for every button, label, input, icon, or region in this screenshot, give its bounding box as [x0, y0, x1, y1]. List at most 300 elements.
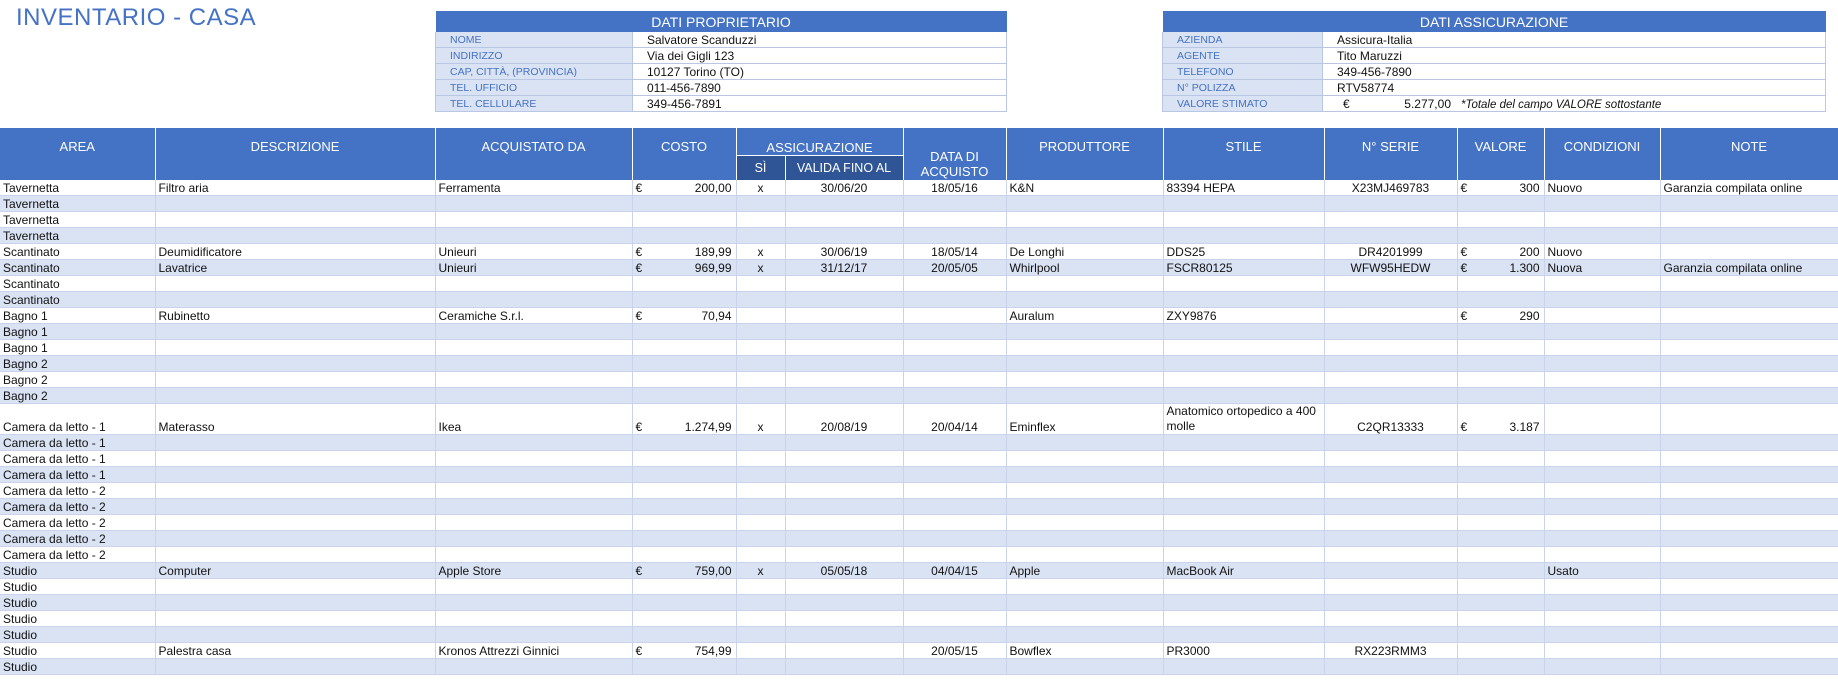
cell-data-acquisto[interactable]: [903, 292, 1006, 308]
cell-note[interactable]: [1660, 244, 1838, 260]
cell-valida-fino-al[interactable]: [785, 276, 903, 292]
cell-note[interactable]: [1660, 404, 1838, 435]
cell-stile[interactable]: MacBook Air: [1163, 563, 1324, 579]
cell-data-acquisto[interactable]: 20/05/05: [903, 260, 1006, 276]
cell-valore[interactable]: [1457, 659, 1544, 675]
cell-n-serie[interactable]: C2QR13333: [1324, 404, 1457, 435]
cell-acquistato-da[interactable]: [435, 196, 632, 212]
cell-descrizione[interactable]: [155, 212, 435, 228]
cell-produttore[interactable]: [1006, 212, 1163, 228]
cell-stile[interactable]: Anatomico ortopedico a 400 molle: [1163, 404, 1324, 435]
cell-produttore[interactable]: [1006, 372, 1163, 388]
cell-n-serie[interactable]: X23MJ469783: [1324, 180, 1457, 196]
cell-area[interactable]: Studio: [0, 643, 155, 659]
cell-descrizione[interactable]: Deumidificatore: [155, 244, 435, 260]
cell-costo[interactable]: [632, 292, 736, 308]
cell-descrizione[interactable]: [155, 228, 435, 244]
cell-descrizione[interactable]: [155, 388, 435, 404]
cell-costo[interactable]: [632, 372, 736, 388]
cell-condizioni[interactable]: Nuova: [1544, 260, 1660, 276]
cell-valore[interactable]: [1457, 276, 1544, 292]
cell-acquistato-da[interactable]: [435, 388, 632, 404]
cell-valore[interactable]: [1457, 451, 1544, 467]
cell-valore[interactable]: [1457, 404, 1544, 435]
cell-stile[interactable]: [1163, 388, 1324, 404]
cell-descrizione[interactable]: [155, 483, 435, 499]
cell-stile[interactable]: FSCR80125: [1163, 260, 1324, 276]
cell-n-serie[interactable]: [1324, 324, 1457, 340]
cell-produttore[interactable]: [1006, 340, 1163, 356]
cell-n-serie[interactable]: [1324, 483, 1457, 499]
cell-area[interactable]: Camera da letto - 2: [0, 531, 155, 547]
cell-stile[interactable]: [1163, 531, 1324, 547]
cell-si[interactable]: [736, 595, 785, 611]
cell-valore[interactable]: [1457, 228, 1544, 244]
cell-valida-fino-al[interactable]: [785, 483, 903, 499]
cell-condizioni[interactable]: [1544, 531, 1660, 547]
cell-produttore[interactable]: [1006, 547, 1163, 563]
cell-stile[interactable]: [1163, 515, 1324, 531]
cell-area[interactable]: Camera da letto - 2: [0, 483, 155, 499]
cell-si[interactable]: x: [736, 260, 785, 276]
cell-data-acquisto[interactable]: [903, 276, 1006, 292]
cell-stile[interactable]: [1163, 212, 1324, 228]
cell-stile[interactable]: [1163, 356, 1324, 372]
cell-si[interactable]: [736, 292, 785, 308]
cell-acquistato-da[interactable]: [435, 659, 632, 675]
cell-si[interactable]: [736, 643, 785, 659]
cell-note[interactable]: [1660, 276, 1838, 292]
cell-note[interactable]: [1660, 563, 1838, 579]
cell-valida-fino-al[interactable]: [785, 308, 903, 324]
col-header-assicurazione[interactable]: ASSICURAZIONE: [736, 128, 903, 156]
cell-si[interactable]: [736, 515, 785, 531]
cell-n-serie[interactable]: [1324, 292, 1457, 308]
cell-n-serie[interactable]: [1324, 276, 1457, 292]
cell-area[interactable]: Studio: [0, 659, 155, 675]
cell-produttore[interactable]: [1006, 196, 1163, 212]
cell-acquistato-da[interactable]: Ikea: [435, 404, 632, 435]
cell-si[interactable]: [736, 659, 785, 675]
cell-acquistato-da[interactable]: [435, 228, 632, 244]
cell-valore[interactable]: [1457, 308, 1544, 324]
cell-produttore[interactable]: [1006, 515, 1163, 531]
cell-descrizione[interactable]: [155, 611, 435, 627]
cell-stile[interactable]: [1163, 547, 1324, 563]
cell-area[interactable]: Camera da letto - 1: [0, 467, 155, 483]
cell-acquistato-da[interactable]: [435, 579, 632, 595]
cell-acquistato-da[interactable]: [435, 531, 632, 547]
cell-produttore[interactable]: [1006, 611, 1163, 627]
cell-valida-fino-al[interactable]: [785, 212, 903, 228]
cell-condizioni[interactable]: [1544, 228, 1660, 244]
cell-condizioni[interactable]: [1544, 643, 1660, 659]
cell-stile[interactable]: [1163, 228, 1324, 244]
cell-area[interactable]: Camera da letto - 1: [0, 404, 155, 435]
cell-condizioni[interactable]: [1544, 308, 1660, 324]
insurance-value[interactable]: RTV58774: [1323, 80, 1826, 96]
cell-costo[interactable]: [632, 212, 736, 228]
cell-data-acquisto[interactable]: [903, 356, 1006, 372]
cell-descrizione[interactable]: [155, 324, 435, 340]
cell-valore[interactable]: [1457, 324, 1544, 340]
cell-note[interactable]: [1660, 340, 1838, 356]
cell-valida-fino-al[interactable]: [785, 547, 903, 563]
cell-data-acquisto[interactable]: [903, 515, 1006, 531]
cell-condizioni[interactable]: [1544, 324, 1660, 340]
cell-valida-fino-al[interactable]: [785, 292, 903, 308]
cell-data-acquisto[interactable]: [903, 451, 1006, 467]
cell-si[interactable]: [736, 579, 785, 595]
owner-value[interactable]: Via dei Gigli 123: [633, 48, 1007, 64]
cell-condizioni[interactable]: [1544, 388, 1660, 404]
cell-condizioni[interactable]: [1544, 659, 1660, 675]
cell-costo[interactable]: [632, 515, 736, 531]
cell-costo[interactable]: [632, 196, 736, 212]
col-header-valore[interactable]: VALORE: [1457, 128, 1544, 180]
cell-condizioni[interactable]: [1544, 595, 1660, 611]
cell-costo[interactable]: [632, 356, 736, 372]
cell-produttore[interactable]: [1006, 324, 1163, 340]
cell-valida-fino-al[interactable]: [785, 340, 903, 356]
cell-valore[interactable]: [1457, 435, 1544, 451]
cell-si[interactable]: [736, 308, 785, 324]
cell-costo[interactable]: [632, 244, 736, 260]
cell-area[interactable]: Camera da letto - 2: [0, 515, 155, 531]
cell-data-acquisto[interactable]: 18/05/14: [903, 244, 1006, 260]
cell-acquistato-da[interactable]: [435, 515, 632, 531]
cell-n-serie[interactable]: [1324, 372, 1457, 388]
cell-stile[interactable]: [1163, 435, 1324, 451]
cell-descrizione[interactable]: [155, 595, 435, 611]
insurance-value[interactable]: 349-456-7890: [1323, 64, 1826, 80]
cell-costo[interactable]: [632, 404, 736, 435]
cell-n-serie[interactable]: [1324, 451, 1457, 467]
cell-area[interactable]: Tavernetta: [0, 212, 155, 228]
cell-valore[interactable]: [1457, 595, 1544, 611]
cell-area[interactable]: Camera da letto - 2: [0, 547, 155, 563]
cell-produttore[interactable]: [1006, 356, 1163, 372]
cell-valida-fino-al[interactable]: [785, 372, 903, 388]
cell-si[interactable]: [736, 212, 785, 228]
cell-note[interactable]: [1660, 643, 1838, 659]
cell-valore[interactable]: [1457, 244, 1544, 260]
cell-valore[interactable]: [1457, 340, 1544, 356]
cell-data-acquisto[interactable]: [903, 499, 1006, 515]
cell-descrizione[interactable]: [155, 292, 435, 308]
cell-acquistato-da[interactable]: [435, 324, 632, 340]
cell-area[interactable]: Scantinato: [0, 276, 155, 292]
cell-si[interactable]: [736, 276, 785, 292]
cell-n-serie[interactable]: [1324, 340, 1457, 356]
cell-note[interactable]: [1660, 451, 1838, 467]
cell-valida-fino-al[interactable]: [785, 388, 903, 404]
col-header-si[interactable]: SÌ: [736, 156, 785, 181]
cell-condizioni[interactable]: [1544, 404, 1660, 435]
cell-area[interactable]: Bagno 1: [0, 324, 155, 340]
cell-produttore[interactable]: K&N: [1006, 180, 1163, 196]
col-header-descrizione[interactable]: DESCRIZIONE: [155, 128, 435, 180]
cell-costo[interactable]: [632, 340, 736, 356]
cell-valore[interactable]: [1457, 196, 1544, 212]
col-header-n-serie[interactable]: N° SERIE: [1324, 128, 1457, 180]
cell-stile[interactable]: [1163, 611, 1324, 627]
cell-produttore[interactable]: [1006, 531, 1163, 547]
cell-n-serie[interactable]: [1324, 531, 1457, 547]
cell-produttore[interactable]: Apple: [1006, 563, 1163, 579]
cell-condizioni[interactable]: [1544, 467, 1660, 483]
cell-si[interactable]: [736, 372, 785, 388]
cell-si[interactable]: [736, 435, 785, 451]
cell-descrizione[interactable]: Lavatrice: [155, 260, 435, 276]
cell-descrizione[interactable]: [155, 659, 435, 675]
cell-stile[interactable]: [1163, 340, 1324, 356]
cell-stile[interactable]: DDS25: [1163, 244, 1324, 260]
cell-acquistato-da[interactable]: [435, 356, 632, 372]
cell-acquistato-da[interactable]: Apple Store: [435, 563, 632, 579]
cell-valida-fino-al[interactable]: [785, 435, 903, 451]
cell-area[interactable]: Bagno 1: [0, 308, 155, 324]
cell-acquistato-da[interactable]: [435, 372, 632, 388]
cell-produttore[interactable]: [1006, 595, 1163, 611]
cell-acquistato-da[interactable]: [435, 467, 632, 483]
cell-descrizione[interactable]: Materasso: [155, 404, 435, 435]
cell-data-acquisto[interactable]: [903, 659, 1006, 675]
cell-descrizione[interactable]: [155, 356, 435, 372]
col-header-data-acquisto[interactable]: [903, 128, 1006, 180]
cell-area[interactable]: Studio: [0, 611, 155, 627]
cell-valore[interactable]: [1457, 515, 1544, 531]
cell-costo[interactable]: [632, 483, 736, 499]
cell-acquistato-da[interactable]: [435, 292, 632, 308]
cell-note[interactable]: [1660, 659, 1838, 675]
cell-n-serie[interactable]: [1324, 196, 1457, 212]
cell-area[interactable]: Bagno 2: [0, 356, 155, 372]
cell-condizioni[interactable]: [1544, 196, 1660, 212]
cell-valida-fino-al[interactable]: 31/12/17: [785, 260, 903, 276]
cell-condizioni[interactable]: [1544, 547, 1660, 563]
cell-n-serie[interactable]: [1324, 228, 1457, 244]
cell-area[interactable]: Scantinato: [0, 292, 155, 308]
owner-value[interactable]: Salvatore Scanduzzi: [633, 32, 1007, 48]
cell-condizioni[interactable]: [1544, 212, 1660, 228]
cell-descrizione[interactable]: [155, 515, 435, 531]
cell-valida-fino-al[interactable]: [785, 228, 903, 244]
cell-si[interactable]: [736, 483, 785, 499]
cell-stile[interactable]: [1163, 483, 1324, 499]
cell-valore[interactable]: [1457, 467, 1544, 483]
cell-si[interactable]: [736, 627, 785, 643]
cell-area[interactable]: Tavernetta: [0, 180, 155, 196]
cell-condizioni[interactable]: [1544, 340, 1660, 356]
cell-data-acquisto[interactable]: [903, 531, 1006, 547]
cell-acquistato-da[interactable]: Unieuri: [435, 244, 632, 260]
cell-produttore[interactable]: De Longhi: [1006, 244, 1163, 260]
cell-si[interactable]: [736, 340, 785, 356]
cell-note[interactable]: [1660, 324, 1838, 340]
cell-note[interactable]: [1660, 308, 1838, 324]
cell-condizioni[interactable]: Nuovo: [1544, 180, 1660, 196]
cell-n-serie[interactable]: [1324, 611, 1457, 627]
cell-n-serie[interactable]: RX223RMM3: [1324, 643, 1457, 659]
cell-n-serie[interactable]: [1324, 467, 1457, 483]
cell-area[interactable]: Camera da letto - 1: [0, 435, 155, 451]
cell-data-acquisto[interactable]: [903, 547, 1006, 563]
cell-costo[interactable]: [632, 467, 736, 483]
cell-data-acquisto[interactable]: [903, 372, 1006, 388]
cell-costo[interactable]: [632, 659, 736, 675]
cell-area[interactable]: Tavernetta: [0, 196, 155, 212]
cell-n-serie[interactable]: [1324, 499, 1457, 515]
cell-n-serie[interactable]: DR4201999: [1324, 244, 1457, 260]
cell-stile[interactable]: ZXY9876: [1163, 308, 1324, 324]
cell-area[interactable]: Camera da letto - 2: [0, 499, 155, 515]
cell-note[interactable]: [1660, 292, 1838, 308]
owner-value[interactable]: 011-456-7890: [633, 80, 1007, 96]
cell-area[interactable]: Bagno 2: [0, 388, 155, 404]
cell-si[interactable]: [736, 356, 785, 372]
cell-n-serie[interactable]: [1324, 388, 1457, 404]
cell-data-acquisto[interactable]: [903, 196, 1006, 212]
cell-area[interactable]: Camera da letto - 1: [0, 451, 155, 467]
cell-descrizione[interactable]: [155, 499, 435, 515]
cell-area[interactable]: Tavernetta: [0, 228, 155, 244]
cell-valida-fino-al[interactable]: 20/08/19: [785, 404, 903, 435]
cell-valida-fino-al[interactable]: [785, 611, 903, 627]
cell-n-serie[interactable]: [1324, 627, 1457, 643]
cell-data-acquisto[interactable]: 20/04/14: [903, 404, 1006, 435]
cell-valore[interactable]: [1457, 483, 1544, 499]
cell-acquistato-da[interactable]: [435, 451, 632, 467]
cell-note[interactable]: Garanzia compilata online: [1660, 260, 1838, 276]
cell-si[interactable]: x: [736, 244, 785, 260]
cell-stile[interactable]: [1163, 292, 1324, 308]
col-header-stile[interactable]: STILE: [1163, 128, 1324, 180]
cell-data-acquisto[interactable]: [903, 483, 1006, 499]
cell-condizioni[interactable]: [1544, 292, 1660, 308]
cell-produttore[interactable]: Auralum: [1006, 308, 1163, 324]
cell-n-serie[interactable]: [1324, 579, 1457, 595]
cell-valore[interactable]: [1457, 260, 1544, 276]
cell-acquistato-da[interactable]: [435, 547, 632, 563]
cell-produttore[interactable]: [1006, 579, 1163, 595]
cell-costo[interactable]: [632, 324, 736, 340]
cell-condizioni[interactable]: [1544, 627, 1660, 643]
cell-costo[interactable]: [632, 547, 736, 563]
cell-acquistato-da[interactable]: [435, 276, 632, 292]
cell-costo[interactable]: [632, 563, 736, 579]
cell-produttore[interactable]: [1006, 276, 1163, 292]
cell-note[interactable]: [1660, 547, 1838, 563]
cell-data-acquisto[interactable]: [903, 627, 1006, 643]
cell-note[interactable]: Garanzia compilata online: [1660, 180, 1838, 196]
cell-acquistato-da[interactable]: [435, 483, 632, 499]
cell-stile[interactable]: [1163, 451, 1324, 467]
cell-descrizione[interactable]: [155, 435, 435, 451]
cell-valida-fino-al[interactable]: [785, 451, 903, 467]
cell-data-acquisto[interactable]: [903, 308, 1006, 324]
cell-condizioni[interactable]: [1544, 372, 1660, 388]
col-header-acquistato-da[interactable]: ACQUISTATO DA: [435, 128, 632, 180]
cell-condizioni[interactable]: [1544, 611, 1660, 627]
cell-descrizione[interactable]: [155, 276, 435, 292]
cell-descrizione[interactable]: [155, 467, 435, 483]
cell-stile[interactable]: [1163, 467, 1324, 483]
cell-data-acquisto[interactable]: [903, 340, 1006, 356]
cell-descrizione[interactable]: Filtro aria: [155, 180, 435, 196]
col-header-area[interactable]: AREA: [0, 128, 155, 180]
cell-data-acquisto[interactable]: [903, 595, 1006, 611]
cell-valore[interactable]: [1457, 643, 1544, 659]
cell-acquistato-da[interactable]: Ceramiche S.r.l.: [435, 308, 632, 324]
cell-costo[interactable]: [632, 579, 736, 595]
cell-acquistato-da[interactable]: [435, 595, 632, 611]
cell-stile[interactable]: [1163, 595, 1324, 611]
cell-data-acquisto[interactable]: 04/04/15: [903, 563, 1006, 579]
cell-note[interactable]: [1660, 435, 1838, 451]
cell-descrizione[interactable]: Palestra casa: [155, 643, 435, 659]
cell-costo[interactable]: [632, 531, 736, 547]
cell-produttore[interactable]: [1006, 228, 1163, 244]
cell-area[interactable]: Scantinato: [0, 244, 155, 260]
cell-costo[interactable]: [632, 627, 736, 643]
cell-si[interactable]: x: [736, 180, 785, 196]
cell-valore[interactable]: [1457, 372, 1544, 388]
cell-produttore[interactable]: Eminflex: [1006, 404, 1163, 435]
cell-costo[interactable]: [632, 388, 736, 404]
cell-n-serie[interactable]: WFW95HEDW: [1324, 260, 1457, 276]
cell-note[interactable]: [1660, 356, 1838, 372]
cell-stile[interactable]: [1163, 499, 1324, 515]
cell-area[interactable]: Scantinato: [0, 260, 155, 276]
cell-acquistato-da[interactable]: [435, 340, 632, 356]
cell-descrizione[interactable]: [155, 627, 435, 643]
cell-valore[interactable]: [1457, 180, 1544, 196]
cell-descrizione[interactable]: [155, 547, 435, 563]
cell-data-acquisto[interactable]: [903, 579, 1006, 595]
cell-acquistato-da[interactable]: [435, 212, 632, 228]
cell-produttore[interactable]: [1006, 483, 1163, 499]
cell-area[interactable]: Studio: [0, 627, 155, 643]
col-header-valida-fino-al[interactable]: VALIDA FINO AL: [785, 156, 903, 181]
cell-note[interactable]: [1660, 212, 1838, 228]
cell-si[interactable]: [736, 467, 785, 483]
cell-costo[interactable]: [632, 228, 736, 244]
cell-note[interactable]: [1660, 595, 1838, 611]
cell-valore[interactable]: [1457, 579, 1544, 595]
cell-area[interactable]: Studio: [0, 563, 155, 579]
cell-costo[interactable]: [632, 180, 736, 196]
owner-value[interactable]: 10127 Torino (TO): [633, 64, 1007, 80]
cell-condizioni[interactable]: Nuovo: [1544, 244, 1660, 260]
cell-produttore[interactable]: [1006, 292, 1163, 308]
cell-valida-fino-al[interactable]: 30/06/19: [785, 244, 903, 260]
cell-area[interactable]: Bagno 1: [0, 340, 155, 356]
cell-si[interactable]: [736, 451, 785, 467]
cell-valida-fino-al[interactable]: [785, 579, 903, 595]
cell-condizioni[interactable]: [1544, 435, 1660, 451]
cell-valida-fino-al[interactable]: [785, 515, 903, 531]
cell-produttore[interactable]: [1006, 499, 1163, 515]
cell-valida-fino-al[interactable]: 30/06/20: [785, 180, 903, 196]
owner-value[interactable]: 349-456-7891: [633, 96, 1007, 112]
cell-valida-fino-al[interactable]: [785, 324, 903, 340]
cell-produttore[interactable]: Bowflex: [1006, 643, 1163, 659]
cell-si[interactable]: [736, 324, 785, 340]
insurance-value[interactable]: Tito Maruzzi: [1323, 48, 1826, 64]
cell-valore[interactable]: [1457, 292, 1544, 308]
cell-data-acquisto[interactable]: [903, 228, 1006, 244]
